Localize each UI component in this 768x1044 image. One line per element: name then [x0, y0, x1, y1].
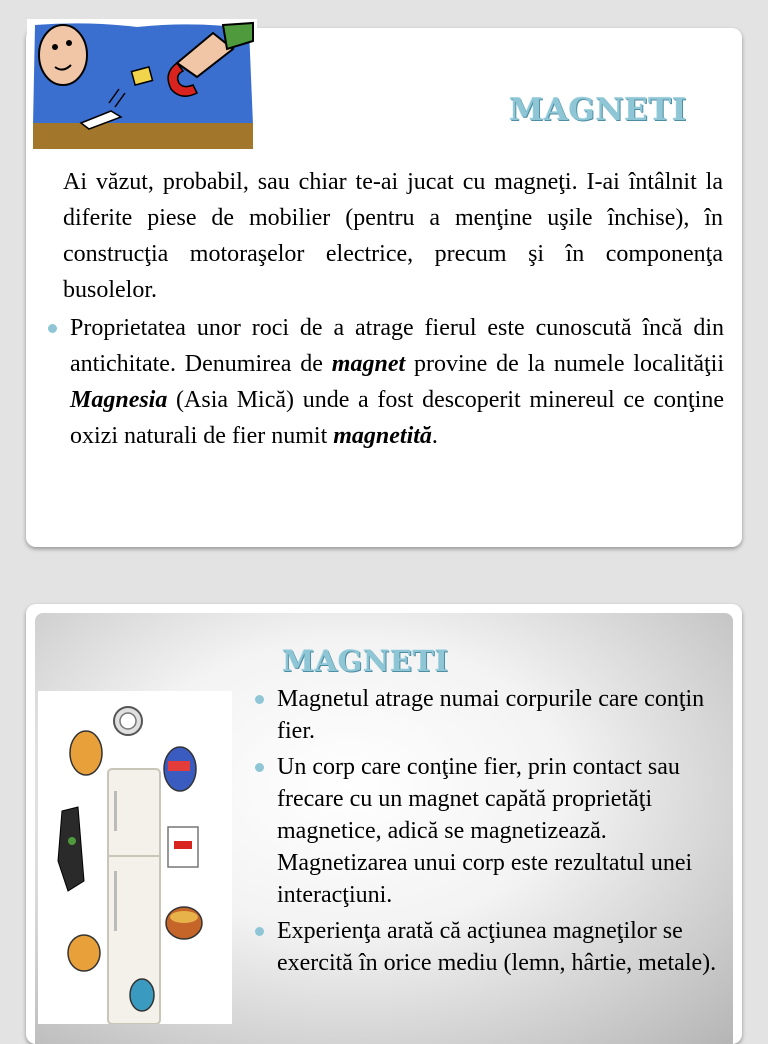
bullet-text: . — [431, 423, 438, 449]
slide-2-title: MAGNETI — [282, 644, 449, 678]
term-magnet: magnet — [331, 351, 406, 377]
bullet-dot-icon — [48, 324, 57, 333]
bullet-text: (Asia Mică) unde a fost descoperit minereul ce conţine oxizi naturali de fier numit — [70, 387, 724, 449]
bullet-list-slide-1 — [48, 310, 724, 454]
intro-paragraph: Ai văzut, probabil, sau chiar te-ai jucat cu magneţi. I-ai întâlnit la diferite piese de mobilier (pentru a menţine uşile închise), în construcţia motoraşelor electrice, precum şi în componenţa busolelor. — [63, 169, 723, 303]
slide-1-title: MAGNETI — [509, 92, 687, 128]
bullet-item — [255, 683, 725, 747]
bullet-dot-icon — [255, 695, 264, 704]
bullet-text: Un corp care conţine fier, prin contact sau frecare cu un magnet capătă proprietăţi magnetice, adică se magnetizează. Magnetizarea unui corp este rezultatul unei interacţiuni. — [277, 754, 693, 908]
bullet-text: Proprietatea unor roci de a atrage fierul este cunoscută încă din antichitate. Denumirea de — [70, 315, 724, 377]
term-magnesia: Magnesia — [70, 387, 168, 413]
bullet-item — [48, 310, 724, 454]
fridge-magnets-clipart — [38, 691, 232, 1024]
bullet-item — [255, 751, 725, 911]
magnet-clipart — [27, 19, 257, 151]
bullet-dot-icon — [255, 763, 264, 772]
bullet-dot-icon — [255, 927, 264, 936]
bullet-text: Magnetul atrage numai corpurile care conţin fier. — [277, 686, 705, 744]
bullet-list-slide-2 — [255, 683, 725, 983]
bullet-item — [255, 915, 725, 979]
bullet-text: Experienţa arată că acţiunea magneţilor se exercită în orice mediu (lemn, hârtie, metale). — [277, 918, 717, 976]
term-magnetita: magnetită — [333, 423, 432, 449]
bullet-text: provine de la numele localităţii — [405, 351, 724, 377]
